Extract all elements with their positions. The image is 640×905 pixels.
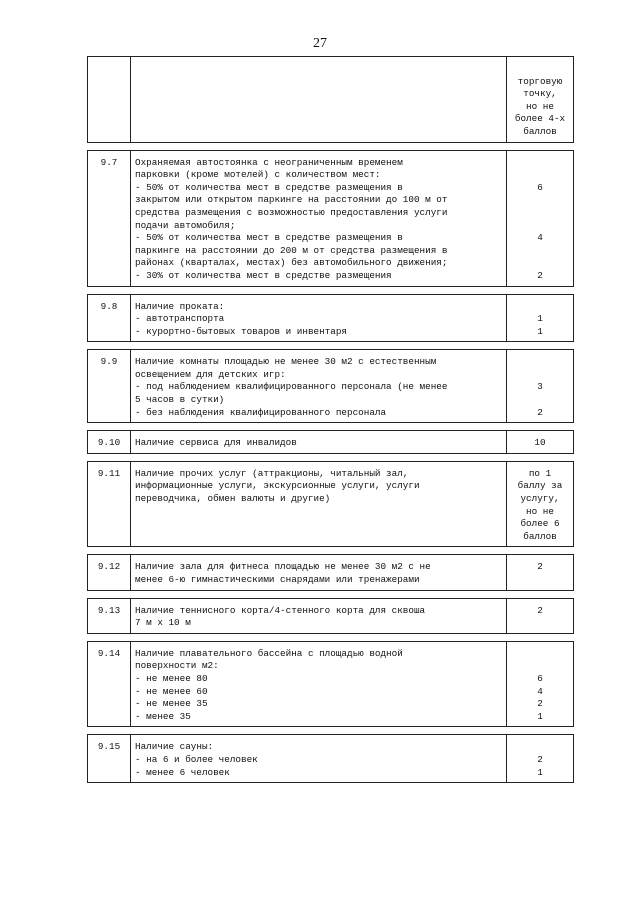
item-points [507,641,574,727]
points-line: баллов [523,530,557,542]
item-number: 9.12 [88,555,131,590]
points-line: 6 [537,672,543,684]
points-line [509,257,571,270]
description-line: Наличие комнаты площадью не менее 30 м2 с естественным [135,356,437,368]
points-line: по 1 [528,467,552,479]
item-description [131,294,507,342]
points-line: но не [526,100,554,112]
description-line: - не менее 35 [135,698,208,710]
description-line: районах (кварталах, местах) без автомобильного движения; [135,257,448,269]
criteria-table-body [88,57,574,783]
points-line [509,220,571,233]
description-line: - 50% от количества мест в средстве размещения в [135,181,403,193]
description-line: Наличие зала для фитнеса площадью не менее 30 м2 с не [135,561,431,573]
points-line [509,169,571,182]
points-line: 2 [537,406,543,418]
item-number: 9.10 [88,431,131,454]
points-line [509,356,571,369]
item-number: 9.9 [88,350,131,423]
points-line: торговую [517,75,563,87]
item-points [507,461,574,547]
points-line: точку, [523,88,557,100]
item-number: 9.15 [88,735,131,783]
item-number: 9.8 [88,294,131,342]
description-line: - под наблюдением квалифицированного персонала (не менее [135,381,448,393]
points-line: 6 [537,181,543,193]
points-line [509,394,571,407]
description-line: средства размещения с возможностью предоставления услуги [135,206,448,218]
row-separator [88,727,574,735]
description-line: подачи автомобиля; [135,219,236,231]
item-description [131,57,507,143]
table-row [88,735,574,783]
row-separator [88,453,574,461]
description-line: информационные услуги, экскурсионные услуги, услуги [135,480,420,492]
description-line: - на 6 и более человек [135,753,258,765]
points-line [509,369,571,382]
description-line: 7 м х 10 м [135,617,191,629]
description-line: Наличие проката: [135,300,225,312]
page-number: 27 [313,36,327,51]
table-row [88,350,574,423]
points-line: 2 [537,561,543,573]
description-line: Наличие плавательного бассейна с площадью водной [135,647,403,659]
points-line [509,63,571,76]
table-row [88,294,574,342]
description-line: - не менее 80 [135,672,208,684]
item-points [507,735,574,783]
points-line [509,301,571,314]
points-line: 1 [537,313,543,325]
points-line [509,648,571,661]
description-line: менее 6-ю гимнастическими снарядами или тренажерами [135,574,420,585]
points-line: баллов [523,125,557,137]
description-line: - 30% от количества мест в средстве размещения [135,269,392,281]
table-row [88,641,574,727]
description-line: Наличие прочих услуг (аттракционы, читальный зал, [135,467,409,479]
points-line: 2 [537,698,543,710]
item-number: 9.14 [88,641,131,727]
points-line: 4 [537,685,543,697]
description-line: - менее 6 человек [135,766,230,778]
points-line [509,194,571,207]
points-line: 4 [537,232,543,244]
table-row [88,150,574,286]
item-points [507,150,574,286]
description-line: Наличие теннисного корта/4-стенного корта для сквоша [135,604,426,616]
description-line: закрытом или открытом паркинге на расстоянии до 100 м от [135,194,448,206]
item-description [131,641,507,727]
item-description [131,150,507,286]
points-line: 1 [537,766,543,778]
item-points [507,57,574,143]
row-separator [88,590,574,598]
points-line [509,660,571,673]
description-line: переводчика, обмен валюты и другие) [135,493,331,505]
points-line: 1 [537,325,543,337]
points-line: услугу, [520,493,560,505]
item-description [131,735,507,783]
description-line: Наличие сервиса для инвалидов [135,437,297,449]
description-line: освещением для детских игр: [135,368,286,380]
row-separator [88,286,574,294]
item-points [507,350,574,423]
item-description [131,598,507,633]
points-line: 2 [537,753,543,765]
table-row [88,461,574,547]
row-separator [88,423,574,431]
description-line: - курортно-бытовых товаров и инвентаря [135,325,348,337]
points-line: 10 [534,437,546,449]
points-line: 3 [537,381,543,393]
points-line: более 4-х [514,113,566,125]
points-line [509,207,571,220]
item-points [507,598,574,633]
item-number: 9.13 [88,598,131,633]
description-line: - без наблюдения квалифицированного персонала [135,406,387,418]
description-line: - менее 35 [135,710,191,722]
item-points [507,431,574,454]
item-number: 9.7 [88,150,131,286]
description-line: - автотранспорта [135,313,225,325]
points-line: 2 [537,269,543,281]
description-line: - не менее 60 [135,685,208,697]
description-line: Наличие сауны: [135,741,214,753]
description-line: Охраняемая автостоянка с неограниченным временем [135,156,403,168]
item-description [131,431,507,454]
points-line: более 6 [520,518,560,530]
description-line: паркинге на расстоянии до 200 м от средства размещения в [135,244,448,256]
description-line: парковки (кроме мотелей) с количеством мест: [135,169,381,181]
item-description [131,350,507,423]
row-separator [88,342,574,350]
table-row [88,431,574,454]
criteria-table [87,56,574,783]
table-row [88,598,574,633]
points-line: 1 [537,710,543,722]
description-line: - 50% от количества мест в средстве размещения в [135,232,403,244]
item-points [507,555,574,590]
table-row [88,57,574,143]
row-separator [88,142,574,150]
description-line: 5 часов в сутки) [135,394,225,406]
points-line: баллу за [517,480,563,492]
points-line: 2 [537,604,543,616]
item-description [131,461,507,547]
points-line: но не [526,505,554,517]
item-number: 9.11 [88,461,131,547]
points-line [509,157,571,170]
item-points [507,294,574,342]
row-separator [88,633,574,641]
row-separator [88,547,574,555]
item-number [88,57,131,143]
points-line [509,741,571,754]
points-line [509,245,571,258]
item-description [131,555,507,590]
description-line: поверхности м2: [135,660,219,672]
table-row [88,555,574,590]
